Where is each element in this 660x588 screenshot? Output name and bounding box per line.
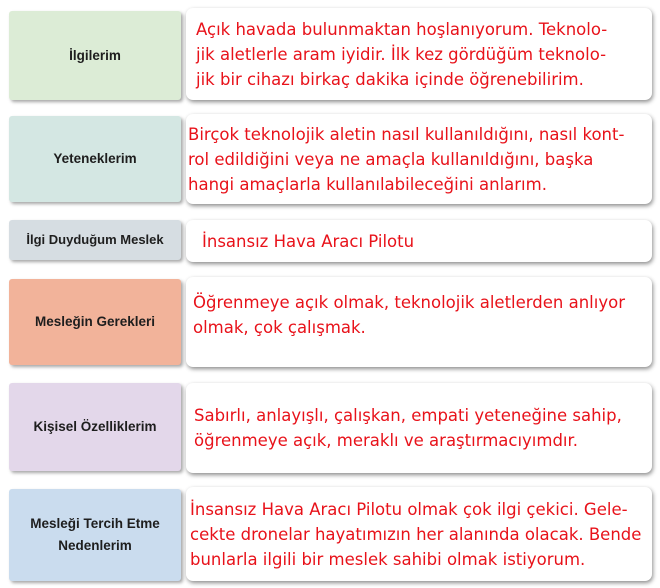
answer-line: Sabırlı, anlayışlı, çalışkan, empati yeteneğine sahip,: [194, 406, 622, 425]
answer-line: öğrenmeye açık, meraklı ve araştırmacıyımdır.: [194, 431, 579, 450]
label-meslegin-gerekleri: Mesleğin Gerekleri: [9, 279, 181, 365]
answer-line: cekte dronelar hayatımızın her alanında olacak. Bende: [190, 524, 642, 544]
label-meslegi-tercih-etme-nedenlerim: Mesleği Tercih Etme Nedenlerim: [9, 489, 181, 581]
answer-meslegin-gerekleri: [186, 277, 652, 367]
answer-ilgi-duydugum-meslek: [186, 220, 652, 262]
answer-line: olmak, çok çalışmak.: [193, 318, 366, 337]
answer-line: İnsansız Hava Aracı Pilotu olmak çok ilgi çekici. Gele-: [190, 499, 628, 519]
answer-line: jik bir cihazı birkaç dakika içinde öğrenebilirim.: [196, 69, 584, 89]
answer-kisisel-ozelliklerim: [186, 383, 652, 473]
answer-line: jik aletlerle aram iyidir. İlk kez gördüğüm teknolo-: [196, 44, 607, 64]
answer-line: bunlarla ilgili bir meslek sahibi olmak istiyorum.: [190, 549, 586, 569]
answer-line: İnsansız Hava Aracı Pilotu: [202, 231, 415, 251]
answer-line: hangi amaçlarla kullanılabileceğini anlarım.: [188, 174, 547, 194]
label-ilgi-duydugum-meslek: İlgi Duyduğum Meslek: [9, 220, 181, 260]
label-yeteneklerim: Yeteneklerim: [9, 116, 181, 202]
label-kisisel-ozelliklerim: Kişisel Özelliklerim: [9, 383, 181, 471]
answer-meslegi-tercih-etme-nedenlerim: [186, 487, 652, 581]
answer-yeteneklerim: [186, 114, 652, 204]
answer-line: rol edildiğini veya ne amaçla kullanıldığını, başka: [188, 149, 594, 169]
answer-line: Açık havada bulunmaktan hoşlanıyorum. Teknolo-: [196, 19, 608, 39]
answer-line: Öğrenmeye açık olmak, teknolojik aletlerden anlıyor: [193, 293, 625, 312]
label-ilgilerim: İlgilerim: [9, 11, 181, 100]
answer-ilgilerim: [186, 8, 652, 100]
answer-line: Birçok teknolojik aletin nasıl kullanıldığını, nasıl kont-: [188, 124, 625, 144]
